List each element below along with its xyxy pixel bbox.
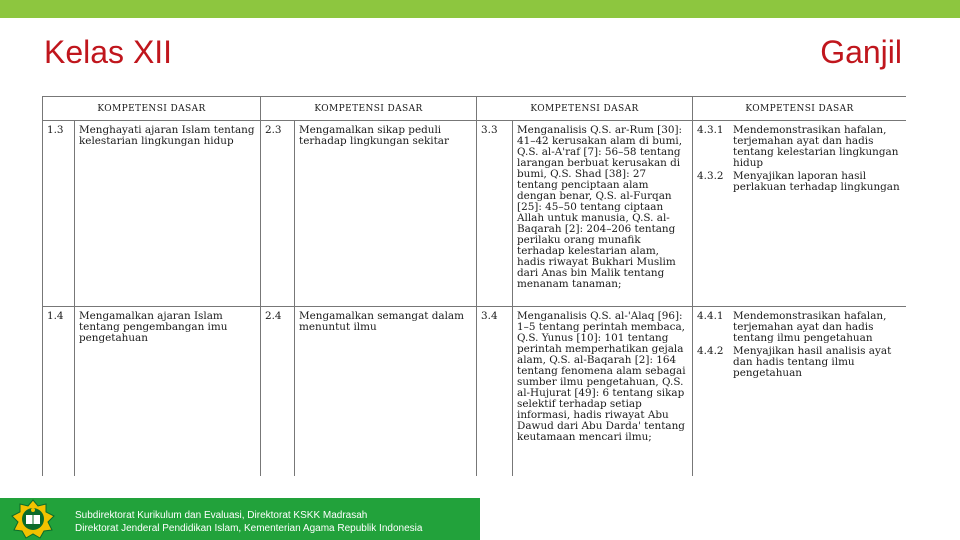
kd-text: Menghayati ajaran Islam tentang kelestarian lingkungan hidup <box>75 121 261 307</box>
footer-line: Direktorat Jenderal Pendidikan Islam, Kementerian Agama Republik Indonesia <box>75 523 423 534</box>
column-header: KOMPETENSI DASAR <box>43 97 261 121</box>
kd-text: Mengamalkan sikap peduli terhadap lingkungan sekitar <box>295 121 477 307</box>
footer-text <box>75 509 422 535</box>
kd-number: 2.4 <box>261 307 295 477</box>
column-header: KOMPETENSI DASAR <box>477 97 693 121</box>
kd-sub-number: 4.4.2 <box>697 345 724 357</box>
kd-sub-text: Mendemonstrasikan hafalan, terjemahan ayat dan hadis tentang kelestarian lingkungan hidup <box>733 124 899 169</box>
kd-skill-cell <box>693 121 906 307</box>
kd-sub-item <box>697 125 903 169</box>
table-header-row <box>43 97 907 121</box>
kd-sub-text: Menyajikan hasil analisis ayat dan hadis tentang ilmu pengetahuan <box>733 345 892 379</box>
ministry-logo-icon <box>8 498 58 540</box>
semester-label: Ganjil <box>820 34 902 70</box>
kd-number: 3.3 <box>477 121 513 307</box>
kd-text: Menganalisis Q.S. ar-Rum [30]: 41–42 kerusakan alam di bumi, Q.S. al-A'raf [7]: 56–58 tentang larangan berbuat kerusakan di bumi, Q.S. Shad [38]: 27 tentang penciptaan alam dengan benar, Q.S. al-Furqan [25]: 45–50 tentang ciptaan Allah untuk manusia, Q.S. al-Baqarah [2]: 204–206 tentang perilaku orang munafik terhadap kelestarian alam, hadis riwayat Bukhari Muslim dari Anas bin Malik tentang menanam tanaman; <box>513 121 693 307</box>
table-row <box>43 307 907 477</box>
kd-text: Mengamalkan ajaran Islam tentang pengembangan imu pengetahuan <box>75 307 261 477</box>
column-header: KOMPETENSI DASAR <box>261 97 477 121</box>
kd-number: 2.3 <box>261 121 295 307</box>
kd-sub-number: 4.3.1 <box>697 124 724 136</box>
kd-sub-item <box>697 346 903 379</box>
kd-number: 1.4 <box>43 307 75 477</box>
kd-text: Mengamalkan semangat dalam menuntut ilmu <box>295 307 477 477</box>
kd-sub-item <box>697 171 903 193</box>
kd-sub-text: Mendemonstrasikan hafalan, terjemahan ayat dan hadis tentang ilmu pengetahuan <box>733 310 887 344</box>
column-header: KOMPETENSI DASAR <box>693 97 906 121</box>
kd-text: Menganalisis Q.S. al-'Alaq [96]: 1–5 tentang perintah membaca, Q.S. Yunus [10]: 101 tentang perintah memperhatikan gejala alam, Q.S. al-Baqarah [2]: 164 tentang fenomena alam sebagai sumber ilmu pengetahuan, Q.S. al-Hujurat [49]: 6 tentang sikap selektif terhadap setiap informasi, hadis riwayat Abu Dawud dari Abu Darda' tentang keutamaan mencari ilmu; <box>513 307 693 477</box>
competency-table <box>42 96 906 476</box>
page-title: Kelas XII <box>44 34 173 70</box>
kd-number: 1.3 <box>43 121 75 307</box>
top-accent-bar <box>0 0 960 18</box>
footer <box>0 498 960 540</box>
kd-sub-text: Menyajikan laporan hasil perlakuan terhadap lingkungan <box>733 170 900 193</box>
kd-skill-cell <box>693 307 906 477</box>
kd-sub-number: 4.3.2 <box>697 170 724 182</box>
competency-document <box>42 96 906 476</box>
kd-sub-item <box>697 311 903 344</box>
footer-line: Subdirektorat Kurikulum dan Evaluasi, Direktorat KSKK Madrasah <box>75 510 368 521</box>
kd-number: 3.4 <box>477 307 513 477</box>
table-row <box>43 121 907 307</box>
kd-sub-number: 4.4.1 <box>697 310 724 322</box>
